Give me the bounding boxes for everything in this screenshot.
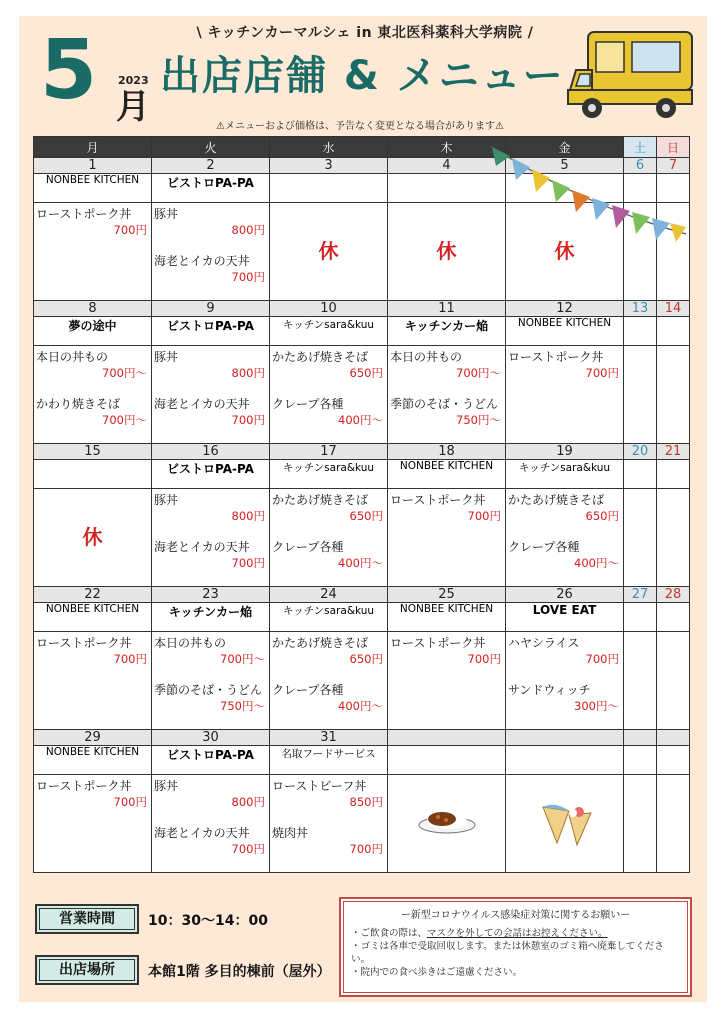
business-hours-value: 10：30～14：00 (148, 913, 268, 929)
menu-item-price: 650円 (349, 652, 383, 666)
price-change-notice: ⚠メニューおよび価格は、予告なく変更となる場合があります⚠ (216, 121, 504, 132)
closed-mark: 休 (82, 525, 103, 549)
menu-item (270, 393, 387, 428)
menu-item (388, 489, 505, 524)
menu-item-price: 650円 (349, 509, 383, 523)
menu-item (270, 775, 387, 810)
week-menu-row (34, 489, 690, 587)
item-spacer (152, 524, 269, 536)
shop-name (388, 174, 506, 203)
menu-item-name: クレープ各種 (508, 540, 580, 554)
menu-item-name: 本日の丼もの (390, 350, 463, 364)
menu-item-price: 700円 (231, 842, 265, 856)
shop-name: ビストロPA-PA (152, 174, 270, 203)
menu-item-name: 豚丼 (154, 493, 179, 507)
shop-name (506, 746, 624, 775)
shop-name: NONBEE KITCHEN (388, 603, 506, 632)
date-cell: 13 (624, 301, 657, 317)
date-cell: 7 (657, 158, 690, 174)
menu-cell (270, 346, 388, 444)
shop-name: キッチンsara&kuu (270, 603, 388, 632)
menu-item (270, 489, 387, 524)
menu-item-price: 750円～ (456, 413, 501, 427)
date-cell: 22 (34, 587, 152, 603)
shop-name: 夢の途中 (34, 317, 152, 346)
shop-name: ビストロPA-PA (152, 746, 270, 775)
menu-item-name: 豚丼 (154, 207, 179, 221)
menu-cell (34, 203, 152, 301)
menu-cell (34, 489, 152, 587)
menu-cell (506, 346, 624, 444)
menu-item (152, 822, 269, 857)
date-cell: 2 (152, 158, 270, 174)
menu-item-name: 季節のそば・うどん (390, 397, 499, 411)
shop-name: キッチンsara&kuu (506, 460, 624, 489)
date-cell: 28 (657, 587, 690, 603)
shop-name (624, 317, 657, 346)
menu-item-price: 700円 (231, 556, 265, 570)
item-spacer (506, 667, 623, 679)
menu-item (388, 393, 505, 428)
menu-item (270, 346, 387, 381)
item-spacer (270, 381, 387, 393)
menu-item-name: サンドウィッチ (508, 683, 591, 697)
week-shop-row (34, 460, 690, 489)
menu-item-price: 700円 (113, 652, 147, 666)
menu-item (270, 536, 387, 571)
date-cell: 29 (34, 730, 152, 746)
shop-name: LOVE EAT (506, 603, 624, 632)
menu-item-name: かたあげ焼きそば (272, 350, 369, 364)
menu-item-price: 700円～ (220, 652, 265, 666)
food-truck-illustration (566, 26, 694, 126)
item-spacer (152, 667, 269, 679)
menu-item-name: ローストポーク丼 (36, 636, 132, 650)
date-cell: 9 (152, 301, 270, 317)
menu-item-name: 海老とイカの天丼 (154, 254, 250, 268)
menu-cell (152, 632, 270, 730)
date-cell: 5 (506, 158, 624, 174)
menu-cell (270, 489, 388, 587)
year-label: 2023 (118, 74, 149, 87)
item-spacer (506, 524, 623, 536)
week-menu-row (34, 775, 690, 873)
shop-name: キッチンカー焔 (388, 317, 506, 346)
bunting-decoration (490, 136, 690, 246)
menu-item (34, 203, 151, 238)
shop-name: キッチンsara&kuu (270, 317, 388, 346)
menu-cell (152, 775, 270, 873)
curry-rice-icon (388, 775, 505, 839)
shop-name (657, 603, 690, 632)
shop-name (657, 746, 690, 775)
menu-item-price: 700円 (585, 366, 619, 380)
date-cell: 14 (657, 301, 690, 317)
event-subtitle: \ キッチンカーマルシェ in 東北医科薬科大学病院 / (196, 25, 534, 41)
date-cell: 25 (388, 587, 506, 603)
date-cell: 31 (270, 730, 388, 746)
menu-item (152, 203, 269, 238)
week-date-row (34, 730, 690, 746)
menu-cell (270, 632, 388, 730)
shop-name: キッチンsara&kuu (270, 460, 388, 489)
menu-item-name: 海老とイカの天丼 (154, 826, 250, 840)
date-cell: 19 (506, 444, 624, 460)
menu-item-price: 300円～ (574, 699, 619, 713)
menu-item (506, 679, 623, 714)
menu-item-name: 海老とイカの天丼 (154, 397, 250, 411)
menu-item-name: 季節のそば・うどん (154, 683, 263, 697)
weekday-fri: 金 (506, 137, 624, 158)
covid-notice-line: ・ゴミは各車で受取回収します。または休憩室のゴミ箱へ廃棄してください。 (351, 941, 664, 965)
menu-cell (152, 346, 270, 444)
covid-line1-text: ・ご飲食の際は、 (351, 928, 428, 939)
menu-item-name: クレープ各種 (272, 540, 344, 554)
shop-name: NONBEE KITCHEN (34, 603, 152, 632)
menu-item-price: 400円～ (574, 556, 619, 570)
menu-item (152, 489, 269, 524)
menu-item-name: 本日の丼もの (36, 350, 109, 364)
menu-cell (152, 489, 270, 587)
shop-name: NONBEE KITCHEN (34, 174, 152, 203)
menu-item-name: ローストビーフ丼 (272, 779, 367, 793)
week-menu-row (34, 632, 690, 730)
menu-cell (624, 775, 657, 873)
menu-cell (270, 775, 388, 873)
menu-item-price: 700円 (467, 509, 501, 523)
shop-name (270, 174, 388, 203)
date-cell: 26 (506, 587, 624, 603)
date-cell: 17 (270, 444, 388, 460)
menu-item-name: 豚丼 (154, 350, 179, 364)
menu-item-name: 海老とイカの天丼 (154, 540, 250, 554)
week-shop-row (34, 317, 690, 346)
shop-name (657, 460, 690, 489)
week-shop-row (34, 746, 690, 775)
date-cell (624, 730, 657, 746)
menu-item-name: 焼肉丼 (272, 826, 309, 840)
date-cell: 21 (657, 444, 690, 460)
week-date-row (34, 444, 690, 460)
week-shop-row (34, 603, 690, 632)
menu-item-price: 850円 (349, 795, 383, 809)
menu-item (506, 489, 623, 524)
menu-cell (624, 346, 657, 444)
menu-item-price: 700円 (113, 223, 147, 237)
menu-item-price: 750円～ (220, 699, 265, 713)
menu-item-name: 本日の丼もの (154, 636, 227, 650)
item-spacer (270, 810, 387, 822)
menu-item-price: 650円 (585, 509, 619, 523)
menu-cell (657, 775, 690, 873)
menu-item-price: 400円～ (338, 413, 383, 427)
menu-item-price: 800円 (231, 223, 265, 237)
menu-cell (152, 203, 270, 301)
date-cell: 24 (270, 587, 388, 603)
item-spacer (34, 381, 151, 393)
menu-item (388, 632, 505, 667)
menu-item-name: かわり焼きそば (36, 397, 121, 411)
menu-cell (34, 346, 152, 444)
menu-item (152, 679, 269, 714)
shop-name: ビストロPA-PA (152, 317, 270, 346)
menu-item-name: かたあげ焼きそば (272, 493, 369, 507)
menu-item-name: ローストポーク丼 (36, 207, 132, 221)
date-cell: 6 (624, 158, 657, 174)
date-cell: 10 (270, 301, 388, 317)
menu-item (152, 536, 269, 571)
menu-cell (388, 203, 506, 301)
date-cell: 11 (388, 301, 506, 317)
date-cell: 4 (388, 158, 506, 174)
month-number: 5 (40, 23, 98, 118)
week-date-row (34, 587, 690, 603)
date-cell: 23 (152, 587, 270, 603)
shop-name: NONBEE KITCHEN (34, 746, 152, 775)
menu-cell (388, 775, 506, 873)
menu-item-name: ローストポーク丼 (390, 493, 486, 507)
date-cell: 20 (624, 444, 657, 460)
month-kanji: 月 (116, 87, 150, 127)
item-spacer (152, 238, 269, 250)
menu-cell (270, 203, 388, 301)
item-spacer (388, 381, 505, 393)
date-cell: 16 (152, 444, 270, 460)
menu-item (506, 536, 623, 571)
weekday-sun: 日 (657, 137, 690, 158)
shop-name (624, 603, 657, 632)
weekday-thu: 木 (388, 137, 506, 158)
menu-item (152, 632, 269, 667)
menu-cell (506, 775, 624, 873)
menu-cell (34, 632, 152, 730)
item-spacer (152, 810, 269, 822)
date-cell: 30 (152, 730, 270, 746)
date-cell: 18 (388, 444, 506, 460)
menu-item (152, 346, 269, 381)
shop-name: 名取フードサービス (270, 746, 388, 775)
menu-item (34, 775, 151, 810)
date-cell (388, 730, 506, 746)
weekday-sat: 土 (624, 137, 657, 158)
menu-cell (506, 632, 624, 730)
menu-cell (624, 632, 657, 730)
menu-cell (506, 489, 624, 587)
menu-item (34, 393, 151, 428)
date-cell: 1 (34, 158, 152, 174)
menu-item-name: ローストポーク丼 (390, 636, 486, 650)
menu-item (34, 346, 151, 381)
shop-name: キッチンカー焔 (152, 603, 270, 632)
menu-item-price: 700円～ (456, 366, 501, 380)
weekday-tue: 火 (152, 137, 270, 158)
menu-item (152, 775, 269, 810)
menu-item-price: 700円 (113, 795, 147, 809)
menu-cell (34, 775, 152, 873)
menu-item-name: ローストポーク丼 (36, 779, 132, 793)
menu-item-price: 400円～ (338, 699, 383, 713)
menu-cell (624, 489, 657, 587)
menu-item (270, 632, 387, 667)
crepe-icon (506, 775, 623, 851)
menu-cell (388, 489, 506, 587)
weekday-wed: 水 (270, 137, 388, 158)
date-cell: 15 (34, 444, 152, 460)
shop-name (34, 460, 152, 489)
menu-item-name: 豚丼 (154, 779, 179, 793)
week-date-row (34, 301, 690, 317)
menu-item-price: 700円 (231, 413, 265, 427)
date-cell: 3 (270, 158, 388, 174)
menu-item-name: かたあげ焼きそば (272, 636, 369, 650)
menu-item-name: クレープ各種 (272, 397, 344, 411)
menu-item-price: 700円 (231, 270, 265, 284)
menu-cell (657, 346, 690, 444)
week-menu-row (34, 346, 690, 444)
menu-item-price: 700円～ (102, 366, 147, 380)
shop-name (388, 746, 506, 775)
shop-name: ビストロPA-PA (152, 460, 270, 489)
item-spacer (270, 667, 387, 679)
page-title: 出店店舗 & メニュー (160, 53, 565, 99)
item-spacer (152, 381, 269, 393)
menu-item-price: 650円 (349, 366, 383, 380)
covid-notice-title: ー新型コロナウイルス感染症対策に関するお願いー (400, 910, 631, 921)
date-cell: 27 (624, 587, 657, 603)
menu-item-name: ローストポーク丼 (508, 350, 604, 364)
menu-item-price: 800円 (231, 795, 265, 809)
date-cell (506, 730, 624, 746)
business-hours-label: 営業時間 (35, 904, 139, 934)
covid-notice-line (351, 927, 680, 940)
weekday-mon: 月 (34, 137, 152, 158)
date-cell: 12 (506, 301, 624, 317)
menu-cell (388, 346, 506, 444)
menu-item-price: 700円 (585, 652, 619, 666)
menu-item (270, 679, 387, 714)
menu-item-name: ハヤシライス (508, 636, 580, 650)
menu-item-name: かたあげ焼きそば (508, 493, 605, 507)
menu-item-price: 800円 (231, 366, 265, 380)
closed-mark: 休 (554, 239, 575, 263)
menu-item (152, 393, 269, 428)
menu-item (506, 346, 623, 381)
shop-name: NONBEE KITCHEN (506, 317, 624, 346)
menu-item-price: 400円～ (338, 556, 383, 570)
covid-line1-underlined: マスクを外しての会話はお控えください。 (427, 928, 608, 939)
date-cell (657, 730, 690, 746)
shop-name (657, 317, 690, 346)
menu-cell (657, 489, 690, 587)
menu-item (34, 632, 151, 667)
closed-mark: 休 (436, 239, 457, 263)
menu-item-name: クレープ各種 (272, 683, 344, 697)
menu-item-price: 700円～ (102, 413, 147, 427)
menu-item (388, 346, 505, 381)
menu-cell (657, 632, 690, 730)
menu-item-price: 800円 (231, 509, 265, 523)
menu-item (506, 632, 623, 667)
covid-notice-line: ・院内での食べ歩きはご遠慮ください。 (351, 967, 523, 978)
item-spacer (270, 524, 387, 536)
location-label: 出店場所 (35, 955, 139, 985)
date-cell: 8 (34, 301, 152, 317)
menu-item-price: 700円 (467, 652, 501, 666)
closed-mark: 休 (318, 239, 339, 263)
menu-cell (388, 632, 506, 730)
menu-item (152, 250, 269, 285)
menu-calendar (33, 136, 690, 873)
covid-notice-box (339, 897, 692, 997)
shop-name (624, 460, 657, 489)
shop-name (624, 746, 657, 775)
location-value: 本館1階 多目的棟前（屋外） (148, 964, 331, 980)
shop-name: NONBEE KITCHEN (388, 460, 506, 489)
menu-item-price: 700円 (349, 842, 383, 856)
menu-item (270, 822, 387, 857)
